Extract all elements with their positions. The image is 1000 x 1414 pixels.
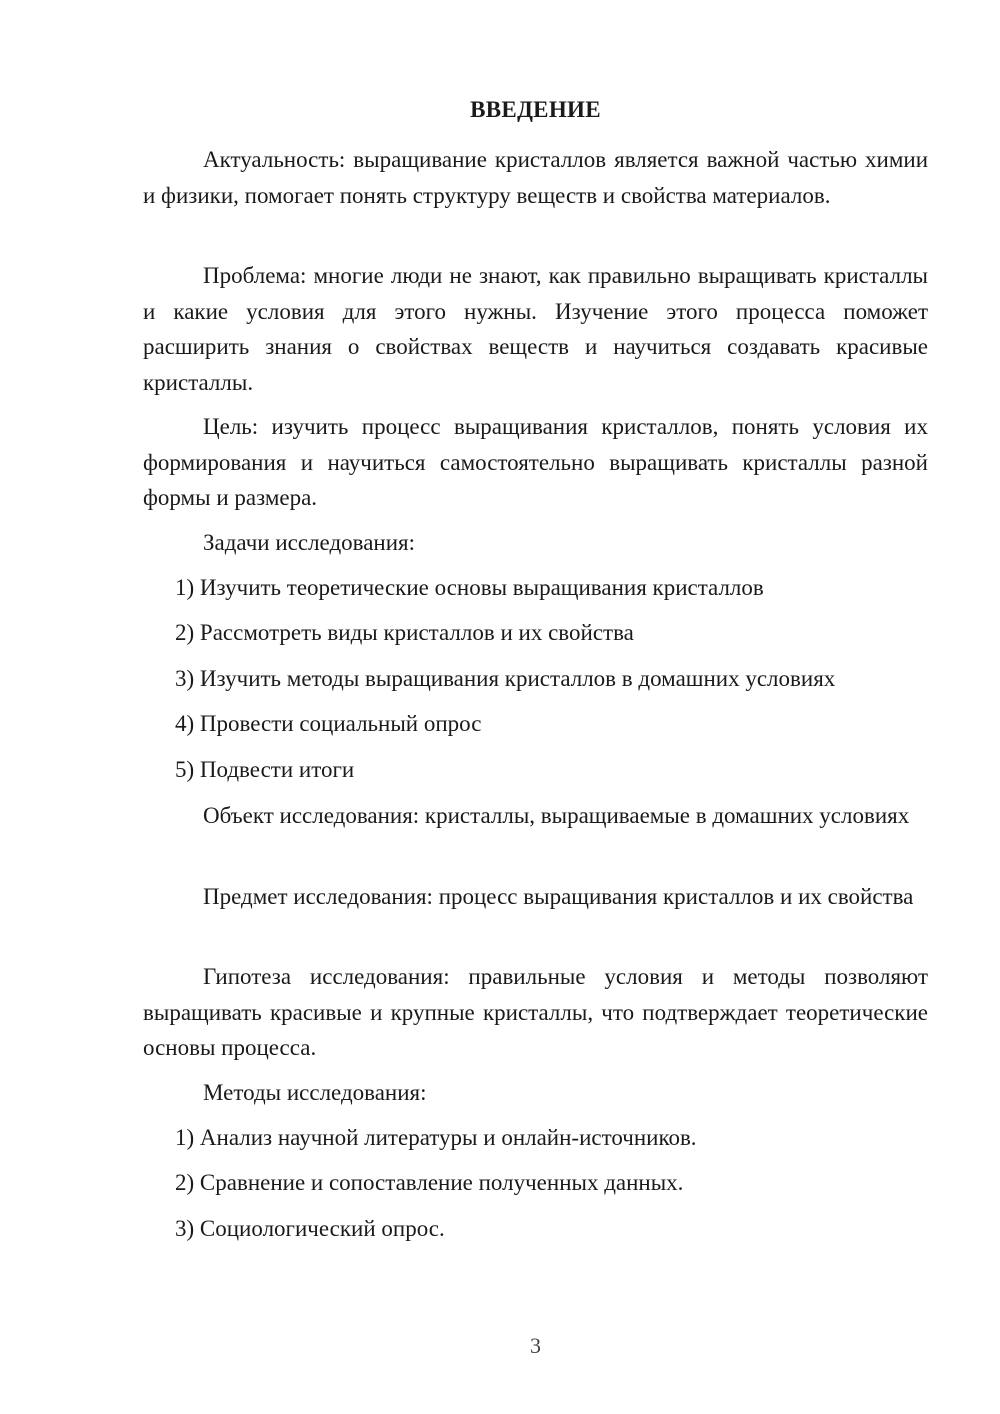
task-item: 2) Рассмотреть виды кристаллов и их свойства — [175, 620, 634, 645]
hypothesis-paragraph: Гипотеза исследования: правильные условия и методы позволяют выращивать красивые и крупные кристаллы, что подтверждает теоретические основы процесса. — [143, 964, 928, 1060]
document-page — [143, 0, 928, 1414]
problem-paragraph: Проблема: многие люди не знают, как правильно выращивать кристаллы и какие условия для этого нужны. Изучение этого процесса поможет расширить знания о свойствах веществ и научиться создавать красивые кристаллы. — [143, 263, 928, 395]
method-item: 3) Социологический опрос. — [175, 1216, 445, 1241]
page-number: 3 — [530, 1333, 541, 1358]
page-title: ВВЕДЕНИЕ — [470, 97, 601, 122]
method-item: 2) Сравнение и сопоставление полученных данных. — [175, 1170, 684, 1195]
subject-paragraph: Предмет исследования: процесс выращивания кристаллов и их свойства — [203, 884, 914, 909]
relevance-paragraph: Актуальность: выращивание кристаллов является важной частью химии и физики, помогает понять структуру веществ и свойства материалов. — [143, 147, 928, 208]
methods-label: Методы исследования: — [203, 1080, 427, 1105]
task-item: 4) Провести социальный опрос — [175, 711, 482, 736]
method-item: 1) Анализ научной литературы и онлайн-источников. — [175, 1125, 697, 1150]
tasks-label: Задачи исследования: — [203, 530, 416, 555]
object-paragraph: Объект исследования: кристаллы, выращиваемые в домашних условиях — [203, 803, 910, 828]
task-item: 3) Изучить методы выращивания кристаллов в домашних условиях — [175, 666, 836, 691]
task-item: 1) Изучить теоретические основы выращивания кристаллов — [175, 575, 764, 600]
task-item: 5) Подвести итоги — [175, 757, 355, 782]
goal-paragraph: Цель: изучить процесс выращивания кристаллов, понять условия их формирования и научиться самостоятельно выращивать кристаллы разной формы и размера. — [143, 414, 928, 510]
